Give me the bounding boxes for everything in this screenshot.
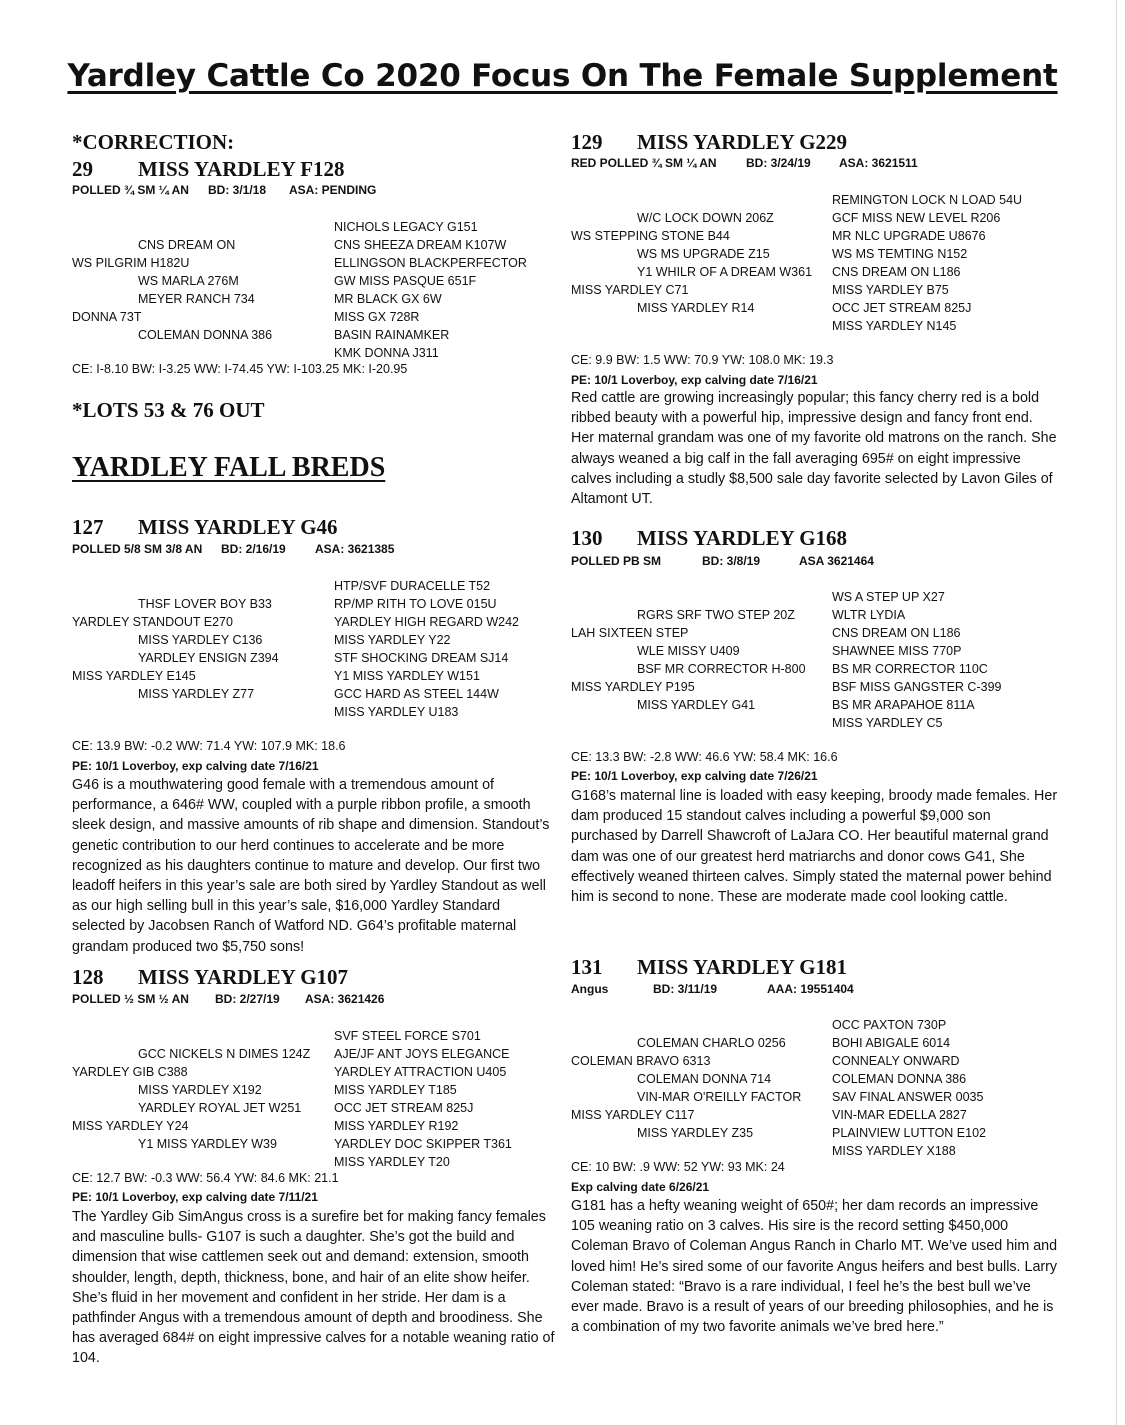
- pedigree-name: GCC NICKELS N DIMES 124Z: [138, 1047, 311, 1061]
- pedigree-name: MR NLC UPGRADE U8676: [832, 229, 986, 243]
- pedigree-name: LAH SIXTEEN STEP: [571, 626, 689, 640]
- pedigree-name: VIN-MAR O'REILLY FACTOR: [637, 1090, 802, 1104]
- registration-number: ASA: 3621511: [839, 156, 918, 170]
- pedigree-name: YARDLEY HIGH REGARD W242: [334, 615, 520, 629]
- pregnancy-info: Exp calving date 6/26/21: [571, 1180, 710, 1194]
- lot-name: MISS YARDLEY G168: [637, 526, 848, 550]
- epd-line: CE: 10 BW: .9 WW: 52 YW: 93 MK: 24: [571, 1160, 785, 1174]
- pedigree-name: WS A STEP UP X27: [832, 590, 945, 604]
- lot-name: MISS YARDLEY G229: [637, 130, 848, 154]
- breed-info: POLLED PB SM: [571, 554, 662, 568]
- pedigree-name: CNS DREAM ON: [138, 238, 236, 252]
- pedigree-name: MISS YARDLEY Y24: [72, 1119, 189, 1133]
- pedigree-name: CNS DREAM ON L186: [832, 626, 961, 640]
- pedigree-name: MISS YARDLEY R14: [637, 301, 755, 315]
- pedigree-name: COLEMAN DONNA 386: [832, 1072, 967, 1086]
- lot-number: 128: [72, 965, 104, 989]
- lots-out-notice: *LOTS 53 & 76 OUT: [72, 398, 265, 422]
- pedigree-name: MISS YARDLEY G41: [637, 698, 756, 712]
- lot-name: MISS YARDLEY G107: [138, 965, 349, 989]
- pedigree-name: DONNA 73T: [72, 310, 142, 324]
- pedigree-name: WLTR LYDIA: [832, 608, 906, 622]
- pedigree-name: THSF LOVER BOY B33: [138, 597, 272, 611]
- pedigree-name: MISS YARDLEY C5: [832, 716, 943, 730]
- pedigree-name: GW MISS PASQUE 651F: [334, 274, 477, 288]
- pedigree-name: YARDLEY ROYAL JET W251: [138, 1101, 302, 1115]
- section-heading: YARDLEY FALL BREDS: [72, 452, 386, 483]
- pedigree-name: BS MR ARAPAHOE 811A: [832, 698, 975, 712]
- birth-date: BD: 3/8/19: [702, 554, 761, 568]
- lot-number: 29: [72, 157, 93, 181]
- pedigree-name: STF SHOCKING DREAM SJ14: [334, 651, 509, 665]
- lot-name: MISS YARDLEY G46: [138, 515, 338, 539]
- pedigree-name: CNS DREAM ON L186: [832, 265, 961, 279]
- pedigree-name: BSF MISS GANGSTER C-399: [832, 680, 1002, 694]
- pedigree-name: MISS YARDLEY X192: [138, 1083, 262, 1097]
- pedigree-name: MISS YARDLEY R192: [334, 1119, 459, 1133]
- pedigree-name: CNS SHEEZA DREAM K107W: [334, 238, 507, 252]
- birth-date: BD: 3/1/18: [208, 183, 267, 197]
- registration-number: ASA: 3621385: [315, 542, 395, 556]
- pedigree-name: MISS YARDLEY Z77: [138, 687, 255, 701]
- pedigree-name: Y1 WHILR OF A DREAM W361: [637, 265, 813, 279]
- epd-line: CE: I-8.10 BW: I-3.25 WW: I-74.45 YW: I-103.25 MK: I-20.95: [72, 362, 408, 376]
- pedigree-name: MISS YARDLEY T185: [334, 1083, 457, 1097]
- registration-number: ASA 3621464: [799, 554, 874, 568]
- lot-description: G46 is a mouthwatering good female with a tremendous amount of performance, a 646# WW, coupled with a purple ribbon profile, a smooth sleek design, and massive amounts of rib shape and dimension. Standout’s genetic contribution to our herd continues to accelerate and be more recognized as his daughters continue to mature and develop. Our first two leadoff heifers in this year’s sale are both sired by Yardley Standout as well as our high selling bull in this year’s sale, $16,000 Yardley Standard selected by Jacobsen Ranch of Watford ND. G64’s profitable maternal grandam produced two $5,750 sons!: [72, 777, 550, 955]
- pedigree-name: WS MS UPGRADE Z15: [637, 247, 770, 261]
- pedigree-name: SHAWNEE MISS 770P: [832, 644, 962, 658]
- pregnancy-info: PE: 10/1 Loverboy, exp calving date 7/26/21: [571, 769, 818, 783]
- pregnancy-info: PE: 10/1 Loverboy, exp calving date 7/16/21: [571, 373, 818, 387]
- lot-description: G168’s maternal line is loaded with easy keeping, broody made females. Her dam produced 15 standout calves including a powerful $9,000 son purchased by Darrell Shawcroft of LaJara CO. Her beautiful maternal grand dam was one of our greatest herd matriarchs and donor cows G41, She effectively weaned thirteen calves. Simply stated the maternal power behind him is second to none. These are moderate made cool looking cattle.: [571, 788, 1058, 906]
- pedigree-name: YARDLEY ENSIGN Z394: [138, 651, 279, 665]
- pedigree-name: COLEMAN CHARLO 0256: [637, 1036, 786, 1050]
- pedigree-name: BASIN RAINAMKER: [334, 328, 450, 342]
- pedigree-name: COLEMAN DONNA 386: [138, 328, 273, 342]
- pedigree-name: BSF MR CORRECTOR H-800: [637, 662, 806, 676]
- breed-info: POLLED ¾ SM ¼ AN: [72, 183, 189, 197]
- pedigree-name: MISS GX 728R: [334, 310, 420, 324]
- pedigree-name: YARDLEY STANDOUT E270: [72, 615, 233, 629]
- pedigree-name: NICHOLS LEGACY G151: [334, 220, 478, 234]
- pedigree-name: Y1 MISS YARDLEY W39: [138, 1137, 277, 1151]
- pedigree-name: PLAINVIEW LUTTON E102: [832, 1126, 986, 1140]
- pedigree-name: MISS YARDLEY E145: [72, 669, 196, 683]
- registration-number: ASA: PENDING: [289, 183, 377, 197]
- epd-line: CE: 13.3 BW: -2.8 WW: 46.6 YW: 58.4 MK: 16.6: [571, 750, 838, 764]
- pedigree-name: WS MARLA 276M: [138, 274, 239, 288]
- pedigree-name: MEYER RANCH 734: [138, 292, 255, 306]
- pedigree-name: COLEMAN DONNA 714: [637, 1072, 772, 1086]
- pedigree-name: MISS YARDLEY B75: [832, 283, 949, 297]
- lot-number: 129: [571, 130, 603, 154]
- breed-info: POLLED ½ SM ½ AN: [72, 992, 189, 1006]
- pedigree-name: YARDLEY GIB C388: [72, 1065, 188, 1079]
- breed-info: RED POLLED ¾ SM ¼ AN: [571, 156, 717, 170]
- pedigree-name: HTP/SVF DURACELLE T52: [334, 579, 491, 593]
- pedigree-name: WLE MISSY U409: [637, 644, 740, 658]
- lot-description: G181 has a hefty weaning weight of 650#; her dam records an impressive 105 weaning ratio on 3 calves. His sire is the record setting $450,000 Coleman Bravo of Coleman Angus Ranch in Charlo MT. We’ve used him and loved him! He’s sired some of our favorite Angus heifers and best bulls. Larry Coleman stated: “Bravo is a rare individual, I feel he’s the best bull we’ve ever made. Bravo is a result of years of our breeding philosophies, and he is a combination of my two favorite animals we’ve bred here.”: [571, 1198, 1058, 1336]
- pedigree-name: AJE/JF ANT JOYS ELEGANCE: [334, 1047, 510, 1061]
- page-title: Yardley Cattle Co 2020 Focus On The Female Supplement: [67, 58, 1058, 94]
- registration-number: ASA: 3621426: [305, 992, 385, 1006]
- pedigree-name: BOHI ABIGALE 6014: [832, 1036, 951, 1050]
- epd-line: CE: 9.9 BW: 1.5 WW: 70.9 YW: 108.0 MK: 19.3: [571, 353, 834, 367]
- pedigree-name: BS MR CORRECTOR 110C: [832, 662, 988, 676]
- breed-info: Angus: [571, 982, 609, 996]
- pedigree-name: RP/MP RITH TO LOVE 015U: [334, 597, 497, 611]
- pedigree-name: YARDLEY ATTRACTION U405: [334, 1065, 507, 1079]
- lot-number: 131: [571, 955, 603, 979]
- pedigree-name: WS STEPPING STONE B44: [571, 229, 730, 243]
- pedigree-name: MISS YARDLEY C71: [571, 283, 689, 297]
- pedigree-name: MR BLACK GX 6W: [334, 292, 442, 306]
- pedigree-name: OCC PAXTON 730P: [832, 1018, 947, 1032]
- pedigree-name: SAV FINAL ANSWER 0035: [832, 1090, 984, 1104]
- pedigree-name: OCC JET STREAM 825J: [832, 301, 972, 315]
- pedigree-name: MISS YARDLEY X188: [832, 1144, 956, 1158]
- pregnancy-info: PE: 10/1 Loverboy, exp calving date 7/16/21: [72, 759, 319, 773]
- lot-number: 130: [571, 526, 603, 550]
- lot-name: MISS YARDLEY F128: [138, 157, 345, 181]
- pedigree-name: MISS YARDLEY U183: [334, 705, 459, 719]
- correction-label: *CORRECTION:: [72, 130, 235, 154]
- pedigree-name: SVF STEEL FORCE S701: [334, 1029, 481, 1043]
- pedigree-name: MISS YARDLEY C117: [571, 1108, 695, 1122]
- pedigree-name: W/C LOCK DOWN 206Z: [637, 211, 774, 225]
- registration-number: AAA: 19551404: [767, 982, 854, 996]
- epd-line: CE: 13.9 BW: -0.2 WW: 71.4 YW: 107.9 MK: 18.6: [72, 739, 346, 753]
- lot-description: The Yardley Gib SimAngus cross is a surefire bet for making fancy females and masculine bulls- G107 is such a daughter. She’s got the build and dimension that wise cattlemen seek out and demand: extension, smooth shoulder, length, depth, thickness, bone, and hair of an elite show heifer. She’s fluid in her movement and confident in her stride. Her dam is a pathfinder Angus with a tremendous amount of depth and broodiness. She has averaged 684# on eight impressive calves for a notable weaning ratio of 104.: [72, 1209, 555, 1367]
- pedigree-name: MISS YARDLEY Y22: [334, 633, 451, 647]
- pedigree-name: GCC HARD AS STEEL 144W: [334, 687, 499, 701]
- pedigree-name: OCC JET STREAM 825J: [334, 1101, 474, 1115]
- pedigree-name: COLEMAN BRAVO 6313: [571, 1054, 711, 1068]
- epd-line: CE: 12.7 BW: -0.3 WW: 56.4 YW: 84.6 MK: 21.1: [72, 1171, 339, 1185]
- pedigree-name: MISS YARDLEY T20: [334, 1155, 450, 1169]
- lot-name: MISS YARDLEY G181: [637, 955, 848, 979]
- pedigree-name: RGRS SRF TWO STEP 20Z: [637, 608, 795, 622]
- pedigree-name: MISS YARDLEY Z35: [637, 1126, 754, 1140]
- pedigree-name: MISS YARDLEY P195: [571, 680, 695, 694]
- pedigree-name: WS PILGRIM H182U: [72, 256, 190, 270]
- birth-date: BD: 2/16/19: [221, 542, 286, 556]
- lot-number: 127: [72, 515, 104, 539]
- pedigree-name: MISS YARDLEY N145: [832, 319, 957, 333]
- pedigree-name: ELLINGSON BLACKPERFECTOR: [334, 256, 527, 270]
- breed-info: POLLED 5/8 SM 3/8 AN: [72, 542, 203, 556]
- birth-date: BD: 3/24/19: [746, 156, 811, 170]
- pedigree-name: CONNEALY ONWARD: [832, 1054, 960, 1068]
- pedigree-name: KMK DONNA J311: [334, 346, 439, 360]
- pedigree-name: MISS YARDLEY C136: [138, 633, 263, 647]
- birth-date: BD: 2/27/19: [215, 992, 280, 1006]
- pedigree-name: YARDLEY DOC SKIPPER T361: [334, 1137, 512, 1151]
- pedigree-name: REMINGTON LOCK N LOAD 54U: [832, 193, 1023, 207]
- pedigree-name: Y1 MISS YARDLEY W151: [334, 669, 480, 683]
- pedigree-name: GCF MISS NEW LEVEL R206: [832, 211, 1001, 225]
- pedigree-name: VIN-MAR EDELLA 2827: [832, 1108, 967, 1122]
- pregnancy-info: PE: 10/1 Loverboy, exp calving date 7/11/21: [72, 1190, 318, 1204]
- pedigree-name: WS MS TEMTING N152: [832, 247, 968, 261]
- birth-date: BD: 3/11/19: [653, 982, 718, 996]
- lot-description: Red cattle are growing increasingly popular; this fancy cherry red is a bold ribbed beauty with a powerful hip, impressive design and fancy front end. Her maternal grandam was one of my favorite old matrons on the ranch. She always weaned a big calf in the fall averaging 695# on eight impressive calves including a studly $8,500 sale day favorite selected by Lavon Giles of Altamont UT.: [571, 390, 1057, 508]
